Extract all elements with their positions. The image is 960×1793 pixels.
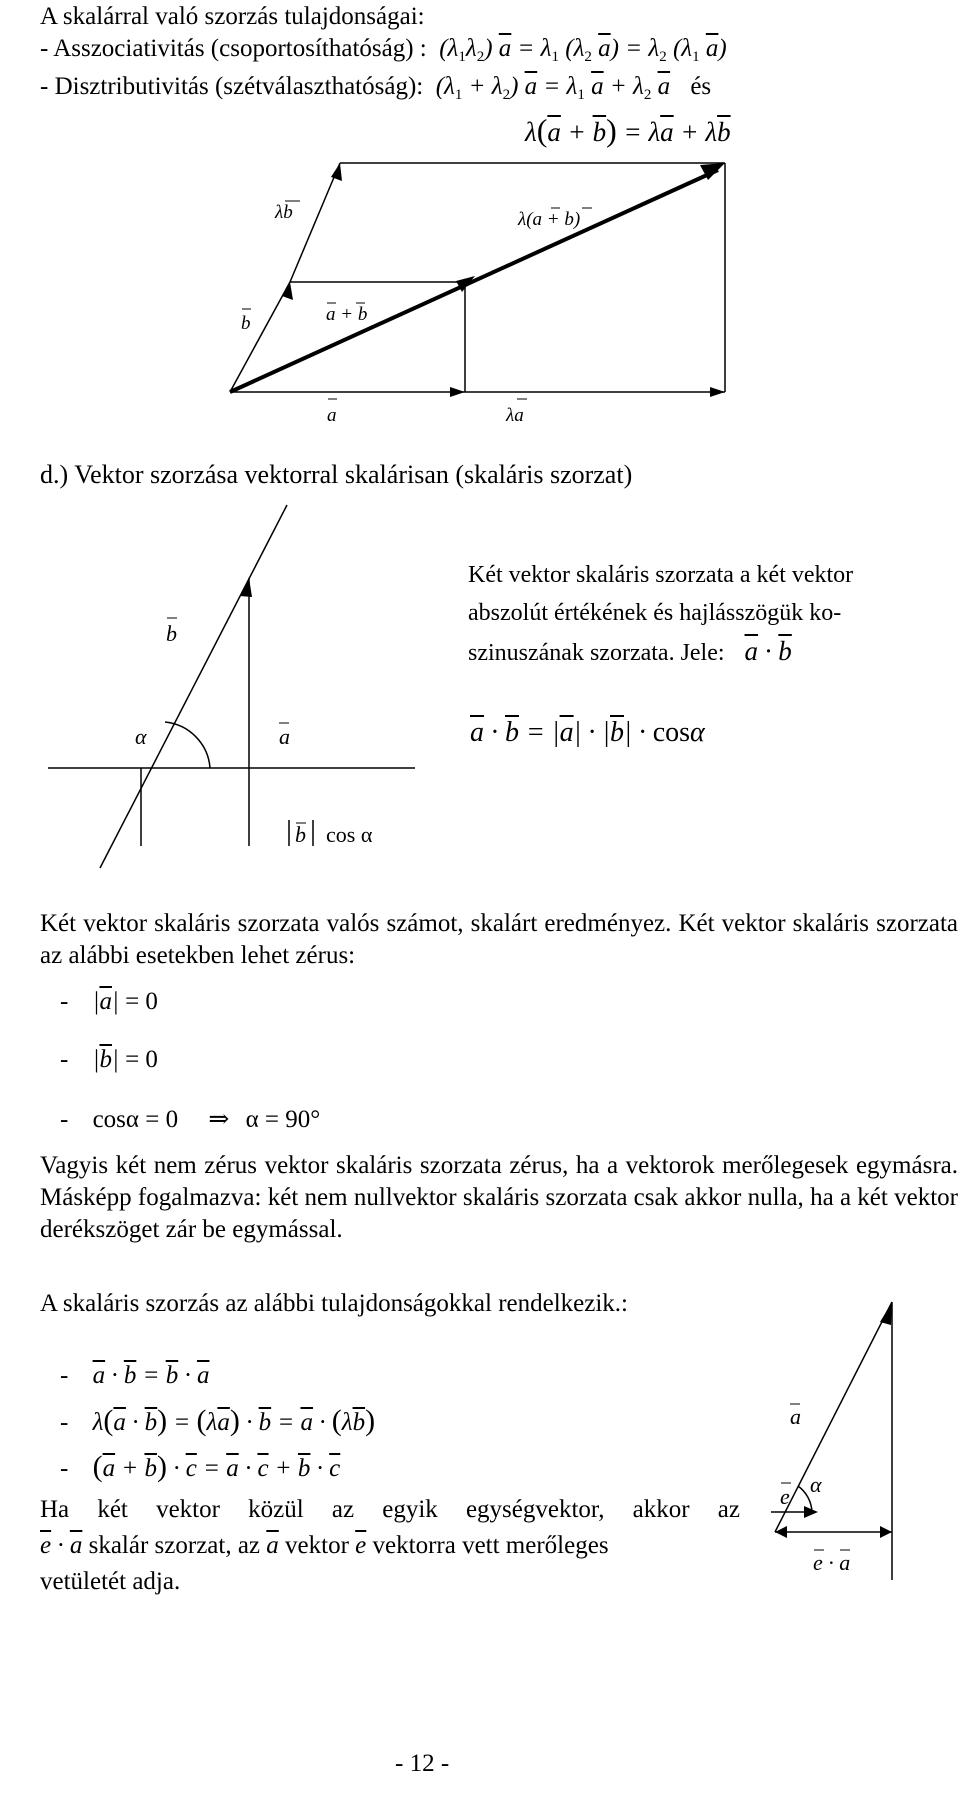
unit-projection-diagram: [760, 1280, 960, 1580]
implies-arrow: ⇒: [208, 1106, 230, 1133]
e-label: e: [780, 1484, 790, 1509]
unit-vector-line-3: vetületét adja.: [40, 1568, 181, 1595]
perpendicular-paragraph: Vagyis két nem zérus vektor skaláris szorzata zérus, ha a vektorok merőlegesek egymásra. Másképp fogalmazva: két nem nullvektor skaláris szorzata csak akkor nulla, ha a két vektor derékszöget zár be egymással.: [40, 1152, 958, 1243]
proj-right-arrowhead: [880, 1526, 892, 1538]
distributivity-formula-2: $\lambda(\overline{a} + \overline{b}) = \lambda\overline{a} + \lambda\overline{b}$: [525, 112, 731, 148]
section-title: A skalárral való szorzás tulajdonságai:: [40, 3, 425, 30]
distributivity-formula-1: $(\lambda_1 + \lambda_2) \overline{a} = \lambda_1$ $\overline{a} + \lambda_2$ $\overline{a}$: [429, 73, 671, 103]
alpha-label: α: [135, 724, 147, 749]
definition-paragraph: [468, 560, 958, 628]
unit-vector-line-2: $\overline{e} \cdot \overline{a}$ skalár szorzat, az $\overline{a}$ vektor $\overline{e}$ vektorra vett merőleges: [40, 1532, 609, 1559]
lb-vector-line: [290, 163, 340, 282]
zero-intro-paragraph: Két vektor skaláris szorzata valós számot, skalárt eredményez. Két vektor skaláris szorzata az alábbi esetekben lehet zérus:: [40, 910, 958, 969]
b-label: b: [241, 313, 251, 334]
definition-line-2: abszolút értékének és hajlásszögük ko-: [468, 600, 842, 626]
a-label: a: [327, 405, 337, 426]
definition-line-1: Két vektor skaláris szorzata a két vektor: [468, 562, 854, 588]
b-arrowhead: [282, 282, 293, 300]
a-arrowhead: [450, 387, 465, 397]
a-label: a: [790, 1404, 801, 1429]
proj-cos-label: cos α: [326, 822, 373, 847]
unit-vector-paragraph: [40, 1492, 740, 1600]
zero-case-a-eq: = 0: [125, 988, 158, 1015]
es-word: és: [690, 73, 712, 100]
a-label: a: [279, 724, 290, 749]
associativity-label: - Asszociativitás (csoportosíthatóság) :: [40, 35, 427, 62]
parallelogram-diagram: [0, 0, 960, 440]
unit-vector-text-b: skalár szorzat, az: [88, 1532, 261, 1559]
alpha-label: α: [810, 1472, 822, 1497]
b-label: b: [166, 621, 177, 646]
distributive-property: - $(\overline{a} + \overline{b}) \cdot \overline{c} = \overline{a} \cdot \overline{c} + \overline{b} \cdot \overline{c}$: [60, 1450, 341, 1483]
apb-label: a + b: [326, 304, 368, 325]
commutative-property: - $\overline{a} \cdot \overline{b} = \overline{b} \cdot \overline{a}$: [60, 1362, 210, 1389]
section-d-heading: d.) Vektor szorzása vektorral skalárisan (skaláris szorzat): [40, 460, 633, 489]
b-vector-line: [100, 505, 287, 868]
la-label: λa: [506, 405, 524, 426]
projection-label: [289, 820, 373, 847]
zero-case-b-eq: = 0: [125, 1046, 158, 1073]
properties-intro: A skaláris szorzás az alábbi tulajdonságokkal rendelkezik.:: [40, 1290, 628, 1317]
lb-arrowhead: [331, 163, 342, 181]
unit-vector-text-d: vektorra vett merőleges: [372, 1532, 609, 1559]
scalar-assoc-property: - $\lambda(\overline{a} \cdot \overline{b}) = (\lambda\overline{a}) \cdot \overline{b} = \overline{a} \cdot (\lambda\overline{b})$: [60, 1404, 376, 1437]
page-number: - 12 -: [395, 1750, 450, 1777]
zero-case-a: - $|\overline{a}| = 0$: [60, 988, 158, 1015]
b-vector-line: [230, 282, 290, 392]
definition-line-3-text: szinuszának szorzata. Jele:: [468, 640, 725, 666]
zero-case-cos: - cosα = 0 ⇒ α = 90°: [60, 1106, 321, 1133]
ea-label: e · a: [813, 1550, 851, 1575]
unit-vector-line-1: Ha két vektor közül az egyik egységvektor, akkor az: [40, 1496, 740, 1523]
la-arrowhead: [710, 387, 725, 397]
a-arrowhead: [880, 1302, 892, 1325]
zero-case-b: - $|\overline{b}| = 0$: [60, 1046, 158, 1073]
formula-cos: cos: [652, 717, 691, 748]
distributivity-label: - Disztributivitás (szétválaszthatóság):: [40, 73, 424, 100]
associativity-formula: $(\lambda_1\lambda_2) \overline{a} = \lambda_1$ ($\lambda_2$ $\overline{a}) = \lambda_2$ ($\lambda_1$ $\overline{a}$): [432, 35, 727, 65]
zero-cos-eq: cosα = 0: [92, 1106, 179, 1133]
notation-formula: $\overline{a} \cdot \overline{b}$: [744, 636, 792, 666]
la-plus-b-arrow-line: [230, 170, 718, 392]
projection-diagram: [0, 490, 460, 870]
lab-label: λ(a + b): [518, 209, 581, 230]
lb-label: λb: [275, 202, 293, 223]
alpha-90: α = 90°: [245, 1106, 321, 1133]
b-arrowhead: [240, 578, 252, 597]
scalar-product-formula: $\overline{a} \cdot \overline{b} = |\overline{a}| \cdot |\overline{b}| \cdot \cos\alpha$: [470, 717, 705, 748]
definition-line-3: [468, 636, 792, 668]
unit-vector-text-c: vektor: [285, 1532, 349, 1559]
formula-alpha: α: [690, 717, 705, 748]
proj-b-label: b: [295, 822, 306, 847]
